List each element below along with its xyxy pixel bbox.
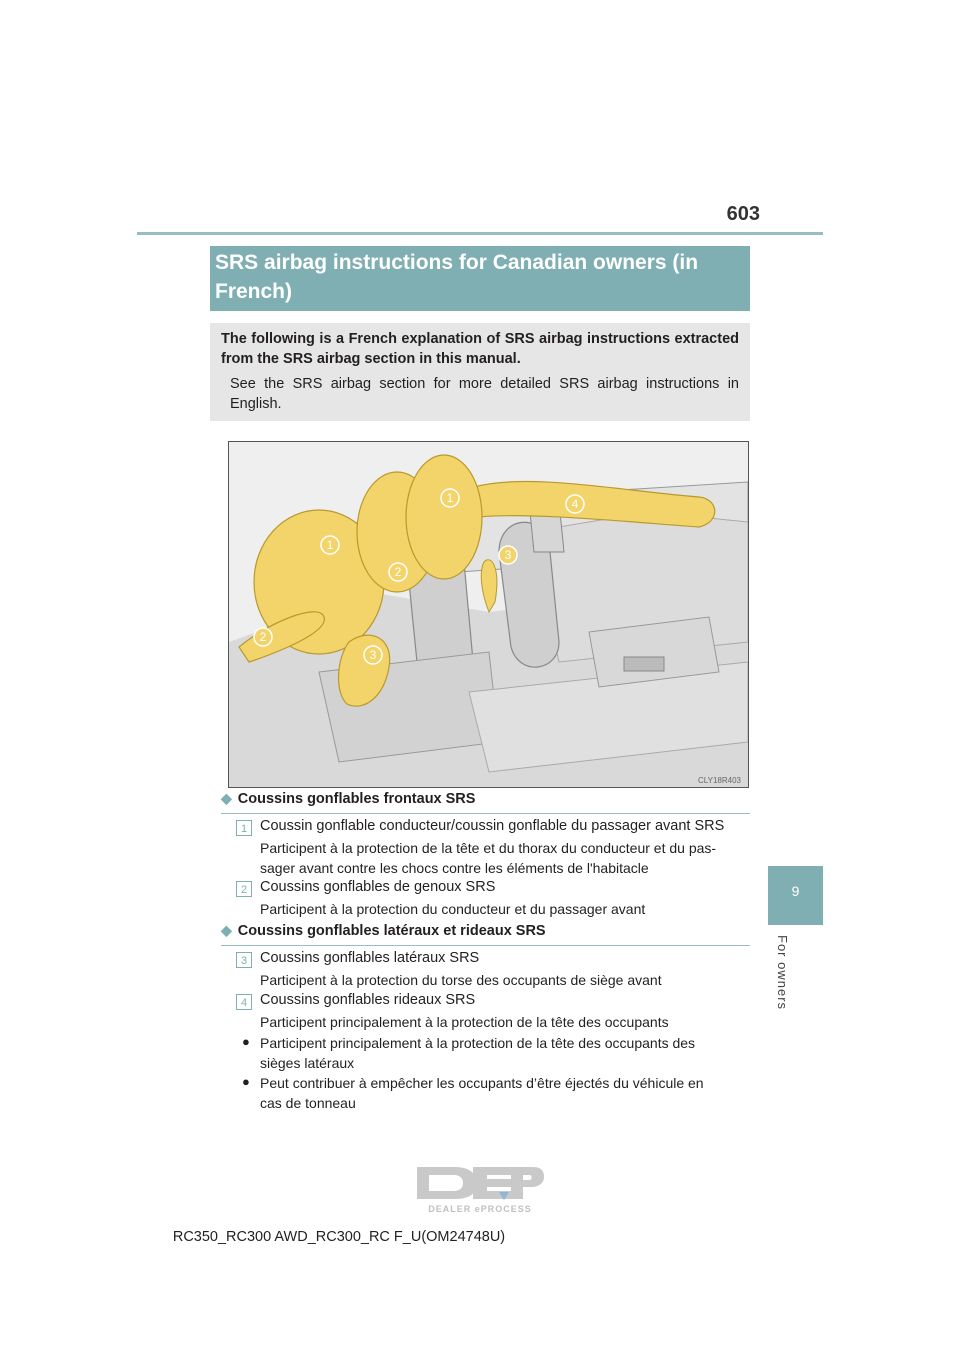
bullet-item: Peut contribuer à empêcher les occupants d’être éjectés du véhicule en cas de tonneau: [260, 1075, 704, 1111]
chapter-number: 9: [791, 883, 800, 899]
item-title: Coussin gonflable conducteur/coussin gonflable du passager avant SRS: [260, 818, 725, 834]
svg-text:2: 2: [259, 630, 267, 644]
callout-4: [566, 495, 584, 513]
diamond-icon: ◆: [221, 790, 232, 806]
item-number-badge: 4: [236, 994, 252, 1010]
airbag-illustration: [228, 441, 749, 788]
bullet-icon: ●: [242, 1034, 250, 1049]
item-number-badge: 3: [236, 952, 252, 968]
callout-3a: [364, 646, 382, 664]
svg-text:1: 1: [446, 491, 454, 505]
diamond-icon: ◆: [221, 922, 232, 938]
intro-note: See the SRS airbag section for more detailed SRS airbag instructions in English.: [230, 376, 739, 412]
footer-model-code: RC350_RC300 AWD_RC300_RC F_U(OM24748U): [172, 1229, 506, 1245]
bullet-icon: ●: [242, 1074, 250, 1089]
svg-text:4: 4: [571, 497, 579, 511]
item-title: Coussins gonflables rideaux SRS: [260, 992, 476, 1008]
bullet-item: Participent principalement à la protection de la tête des occupants des sièges latéraux: [260, 1035, 696, 1071]
item-description: Participent à la protection du torse des occupants de siège avant: [260, 972, 662, 988]
item-description: Participent à la protection de la tête et du thorax du conducteur et du pas- sager avant contre les chocs contre les éléments de l'habitacle: [260, 840, 717, 876]
item-number-badge: 2: [236, 881, 252, 897]
item-number-badge: 1: [236, 820, 252, 836]
car-interior-drawing: [229, 442, 748, 787]
item-title: Coussins gonflables de genoux SRS: [260, 879, 496, 895]
intro-text: The following is a French explanation of SRS airbag instructions extracted from the SRS airbag section in this manual.: [221, 331, 739, 367]
illustration-code: CLY18R403: [698, 776, 741, 785]
svg-text:3: 3: [369, 648, 377, 662]
callout-1a: [321, 536, 339, 554]
section-title: SRS airbag instructions for Canadian owners (in French): [215, 251, 699, 303]
callout-3b: [499, 546, 517, 564]
svg-text:1: 1: [326, 538, 334, 552]
item-description: Participent principalement à la protection de la tête des occupants: [260, 1014, 669, 1030]
subheading-rule: [221, 945, 750, 946]
svg-text:3: 3: [504, 548, 512, 562]
item-title: Coussins gonflables latéraux SRS: [260, 950, 480, 966]
callout-2b: [389, 563, 407, 581]
subheading-frontal-airbags: ◆ Coussins gonflables frontaux SRS: [221, 790, 476, 807]
subheading-rule: [221, 813, 750, 814]
chapter-label: For owners: [775, 935, 790, 1011]
page-number: 603: [726, 203, 760, 225]
callout-2a: [254, 628, 272, 646]
dealer-eprocess-logo: [415, 1165, 545, 1215]
svg-text:2: 2: [394, 565, 402, 579]
svg-text:DEALER ePROCESS: DEALER ePROCESS: [428, 1204, 532, 1214]
subheading-side-curtain-airbags: ◆ Coussins gonflables latéraux et rideaux SRS: [221, 922, 546, 939]
top-rule: [137, 232, 823, 235]
item-description: Participent à la protection du conducteur et du passager avant: [260, 901, 646, 917]
callout-1b: [441, 489, 459, 507]
